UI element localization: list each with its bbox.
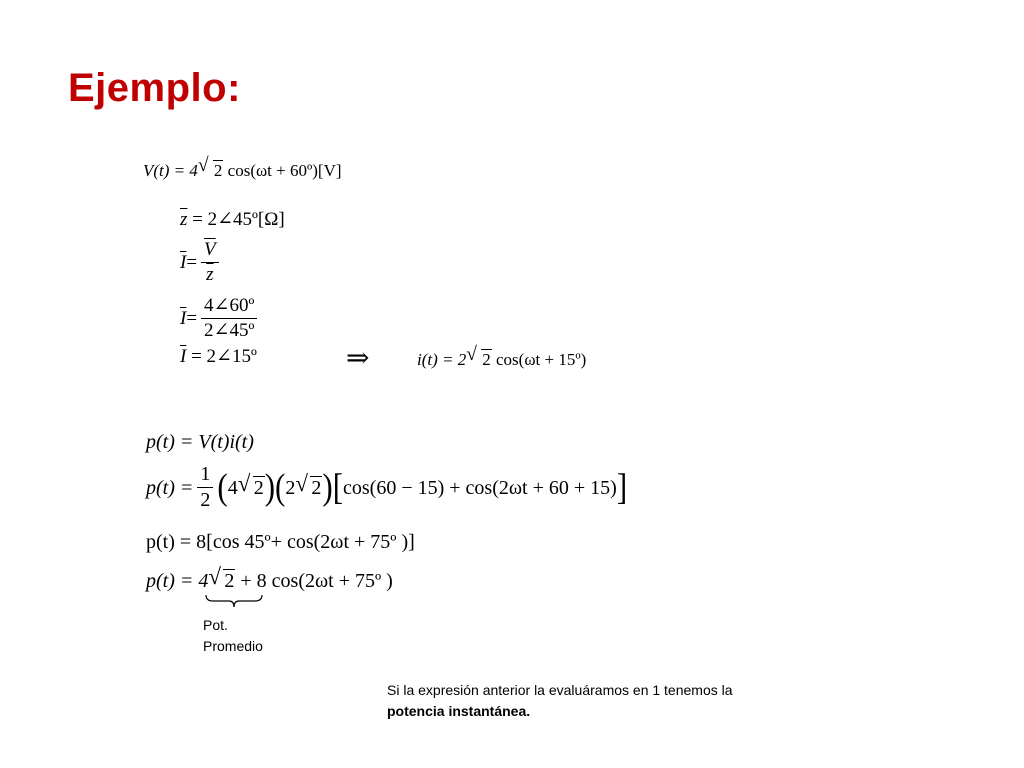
current-frac-eq: = [186, 307, 198, 329]
power-expansion [146, 464, 627, 511]
slide-title: Ejemplo: [68, 66, 241, 110]
open-bracket: [ [332, 465, 344, 508]
close-bracket: ] [616, 465, 628, 508]
current-def-den: z [206, 263, 214, 285]
open-paren-a: ( [217, 465, 228, 508]
current-time-equation [417, 344, 587, 369]
power-final [146, 564, 393, 592]
impedance-equation [180, 210, 285, 229]
voltage-lhs: V(t) = 4 [143, 161, 198, 180]
power-expand-bracket: cos(60 − 15) + cos(2ωt + 60 + 15) [343, 476, 617, 499]
power-factor-a-sqrt-arg: 2 [253, 476, 264, 499]
power-factor-a: 4 [227, 476, 238, 499]
current-def-num: $\overline{V}$ [201, 240, 219, 263]
conclusion-text: Si la expresión anterior la evaluáramos en 1 tenemos la [387, 682, 733, 698]
current-time-sqrt-arg: 2 [482, 350, 491, 369]
power-expand-num: 1 [197, 464, 213, 488]
power-def-text: p(t) = V(t)i(t) [146, 431, 254, 453]
power-factor-b-sqrt-arg: 2 [311, 476, 322, 499]
power-expand-den: 2 [200, 489, 211, 511]
current-result [180, 347, 257, 366]
impedance-symbol: $\overline{z}$ [180, 209, 188, 230]
average-power-annotation [203, 615, 263, 657]
power-expand-lhs: p(t) = [146, 476, 194, 499]
current-frac-num: 4∠60º [201, 296, 257, 319]
implies-arrow: ⇒ [346, 343, 370, 374]
power-final-lhs: p(t) = 4 [146, 570, 209, 592]
close-paren-b: ) [322, 465, 333, 508]
current-def-eq: = [186, 251, 198, 273]
close-paren-a: ) [264, 465, 276, 508]
current-frac-symbol: $\overline{I}$ [180, 307, 187, 329]
underbrace-icon [205, 594, 263, 608]
current-frac-fraction [201, 296, 257, 341]
current-result-symbol: $\overline{I}$ [180, 346, 187, 367]
current-def-fraction [201, 240, 219, 285]
current-time-sqrt: √ 2 [466, 344, 491, 369]
voltage-rhs: cos(ωt + 60º)[V] [223, 161, 342, 180]
annotation-line-2: Promedio [203, 638, 263, 654]
current-definition [180, 240, 223, 285]
current-result-rhs: = 2∠15º [186, 346, 257, 367]
open-paren-b: ( [275, 465, 286, 508]
power-final-sqrt: √ 2 [208, 564, 235, 592]
power-final-rhs: + 8 cos(2ωt + 75º ) [235, 570, 393, 592]
impedance-rhs: = 2∠45º[Ω] [187, 209, 285, 230]
power-expand-fraction [197, 464, 213, 511]
power-simplified-text: p(t) = 8[cos 45º+ cos(2ωt + 75º )] [146, 531, 415, 553]
conclusion-bold: potencia instantánea. [387, 703, 531, 719]
voltage-equation [143, 155, 342, 180]
power-definition [146, 432, 254, 452]
current-fraction [180, 296, 261, 341]
voltage-sqrt-arg: 2 [213, 161, 223, 180]
current-time-rhs: cos(ωt + 15º) [491, 350, 587, 369]
power-simplified [146, 532, 415, 552]
current-time-lhs: i(t) = 2 [417, 350, 467, 369]
annotation-line-1: Pot. [203, 617, 228, 633]
power-factor-b-sqrt: √ 2 [295, 470, 322, 499]
power-factor-a-sqrt: √ 2 [237, 470, 264, 499]
conclusion-note [387, 680, 827, 722]
voltage-sqrt: √ 2 [197, 155, 223, 180]
current-frac-den: 2∠45º [204, 319, 255, 341]
power-final-sqrt-arg: 2 [224, 570, 235, 592]
current-def-symbol: $\overline{I}$ [180, 251, 187, 273]
power-factor-b: 2 [285, 476, 296, 499]
